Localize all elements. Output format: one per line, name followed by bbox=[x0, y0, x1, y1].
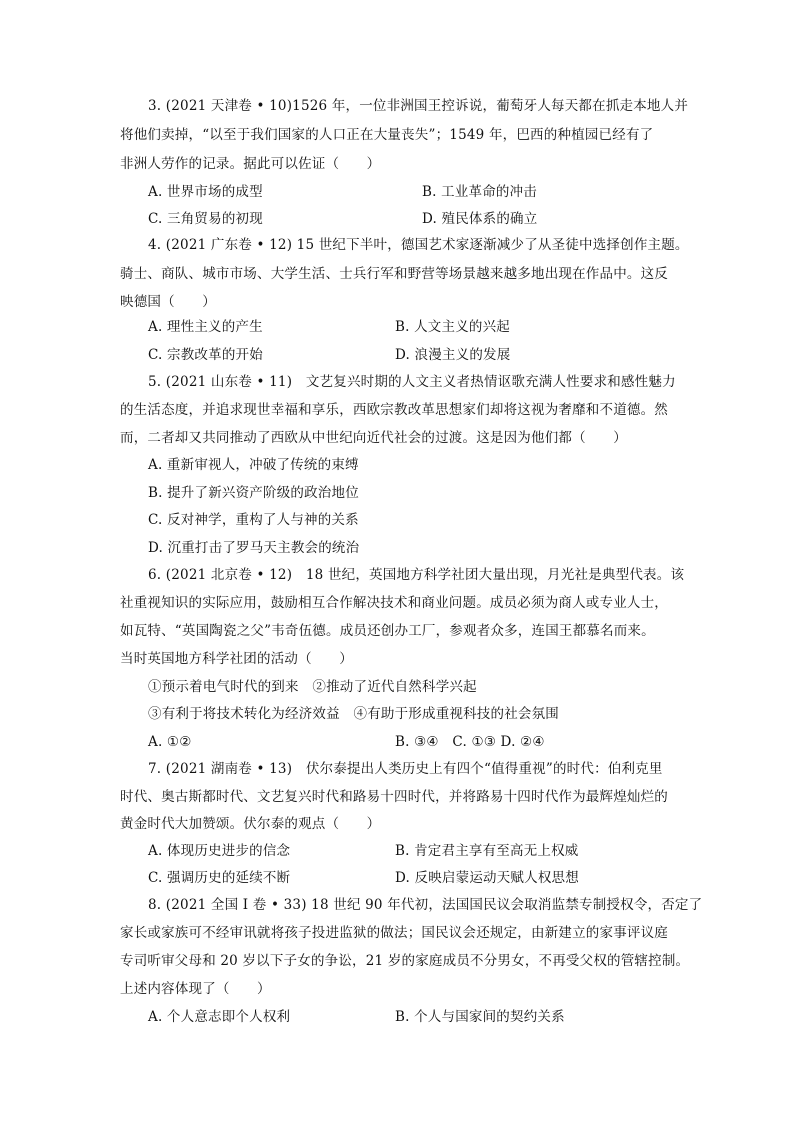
q5-stem-line-3: 而，二者却又共同推动了西欧从中世纪向近代社会的过渡。这是因为他们都（ ） bbox=[120, 430, 627, 446]
q5-option-d[interactable]: D. 沉重打击了罗马天主教会的统治 bbox=[148, 540, 360, 556]
q4-stem-line-1: 4. (2021 广东卷 • 12) 15 世纪下半叶，德国艺术家逐渐减少了从圣徒中选择创作主题。 bbox=[148, 237, 689, 253]
q8-option-a[interactable]: A. 个人意志即个人权利 bbox=[148, 1009, 291, 1025]
q3-stem-line-2: 将他们卖掉，“以至于我们国家的人口正在大量丧失”；1549 年，巴西的种植园已经有了 bbox=[120, 127, 654, 143]
q6-options-bcd[interactable]: B. ③④ C. ①③ D. ②④ bbox=[395, 734, 545, 750]
q7-stem-line-1: 7. (2021 湖南卷 • 13) 伏尔泰提出人类历史上有四个“值得重视”的时代：伯利克里 bbox=[148, 761, 663, 777]
q3-option-c[interactable]: C. 三角贸易的初现 bbox=[148, 211, 263, 227]
q6-option-a[interactable]: A. ①② bbox=[148, 734, 192, 750]
q8-stem-line-1: 8. (2021 全国 Ⅰ 卷 • 33) 18 世纪 90 年代初，法国国民议会取消监禁专制授权令，否定了 bbox=[148, 897, 703, 913]
q8-stem-line-4: 上述内容体现了（ ） bbox=[120, 981, 271, 997]
q6-stem-line-3: 如瓦特、“英国陶瓷之父”韦奇伍德。成员还创办工厂，参观者众多，连国王都慕名而来。 bbox=[120, 623, 655, 639]
q6-sub-items-1: ①预示着电气时代的到来 ②推动了近代自然科学兴起 bbox=[148, 679, 477, 695]
q7-option-c[interactable]: C. 强调历史的延续不断 bbox=[148, 870, 291, 886]
q3-stem-line-3: 非洲人劳作的记录。据此可以佐证（ ） bbox=[120, 156, 381, 172]
q8-stem-line-2: 家长或家族可不经审讯就将孩子投进监狱的做法；国民议会还规定，由新建立的家事评议庭 bbox=[120, 925, 668, 941]
q6-stem-line-1: 6. (2021 北京卷 • 12) 18 世纪，英国地方科学社团大量出现，月光社是典型代表。该 bbox=[148, 567, 685, 583]
q5-stem-line-1: 5. (2021 山东卷 • 11) 文艺复兴时期的人文主义者热情讴歌充满人性要求和感性魅力 bbox=[148, 374, 676, 390]
q5-option-c[interactable]: C. 反对神学，重构了人与神的关系 bbox=[148, 512, 359, 528]
q6-stem-line-4: 当时英国地方科学社团的活动（ ） bbox=[120, 651, 353, 667]
q4-stem-line-2: 骑士、商队、城市市场、大学生活、士兵行军和野营等场景越来越多地出现在作品中。这反 bbox=[120, 266, 668, 282]
q4-stem-line-3: 映德国（ ） bbox=[120, 294, 216, 310]
q5-stem-line-2: 的生活态度，并追求现世幸福和享乐，西欧宗教改革思想家们却将这视为奢靡和不道德。然 bbox=[120, 402, 668, 418]
q7-stem-line-3: 黄金时代大加赞颂。伏尔泰的观点（ ） bbox=[120, 816, 381, 832]
q3-option-a[interactable]: A. 世界市场的成型 bbox=[148, 184, 263, 200]
q3-option-b[interactable]: B. 工业革命的冲击 bbox=[422, 184, 538, 200]
q4-option-b[interactable]: B. 人文主义的兴起 bbox=[395, 319, 511, 335]
q8-option-b[interactable]: B. 个人与国家间的契约关系 bbox=[395, 1009, 565, 1025]
q4-option-a[interactable]: A. 理性主义的产生 bbox=[148, 319, 263, 335]
q7-option-d[interactable]: D. 反映启蒙运动天赋人权思想 bbox=[395, 870, 579, 886]
q7-stem-line-2: 时代、奥古斯都时代、文艺复兴时代和路易十四时代，并将路易十四时代作为最辉煌灿烂的 bbox=[120, 789, 668, 805]
q3-option-d[interactable]: D. 殖民体系的确立 bbox=[422, 211, 538, 227]
q6-stem-line-2: 社重视知识的实际应用，鼓励相互合作解决技术和商业问题。成员必须为商人或专业人士， bbox=[120, 595, 668, 611]
q5-option-a[interactable]: A. 重新审视人，冲破了传统的束缚 bbox=[148, 457, 359, 473]
q4-option-c[interactable]: C. 宗教改革的开始 bbox=[148, 347, 263, 363]
q3-stem-line-1: 3. (2021 天津卷 • 10)1526 年，一位非洲国王控诉说，葡萄牙人每天都在抓走本地人并 bbox=[148, 98, 689, 114]
q8-stem-line-3: 专司听审父母和 20 岁以下子女的争讼，21 岁的家庭成员不分男女，不再受父权的管辖控制。 bbox=[120, 953, 690, 969]
q6-sub-items-2: ③有利于将技术转化为经济效益 ④有助于形成重视科技的社会氛围 bbox=[148, 706, 559, 722]
q7-option-b[interactable]: B. 肯定君主享有至高无上权威 bbox=[395, 843, 579, 859]
q7-option-a[interactable]: A. 体现历史进步的信念 bbox=[148, 843, 291, 859]
q4-option-d[interactable]: D. 浪漫主义的发展 bbox=[395, 347, 511, 363]
q5-option-b[interactable]: B. 提升了新兴资产阶级的政治地位 bbox=[148, 485, 359, 501]
